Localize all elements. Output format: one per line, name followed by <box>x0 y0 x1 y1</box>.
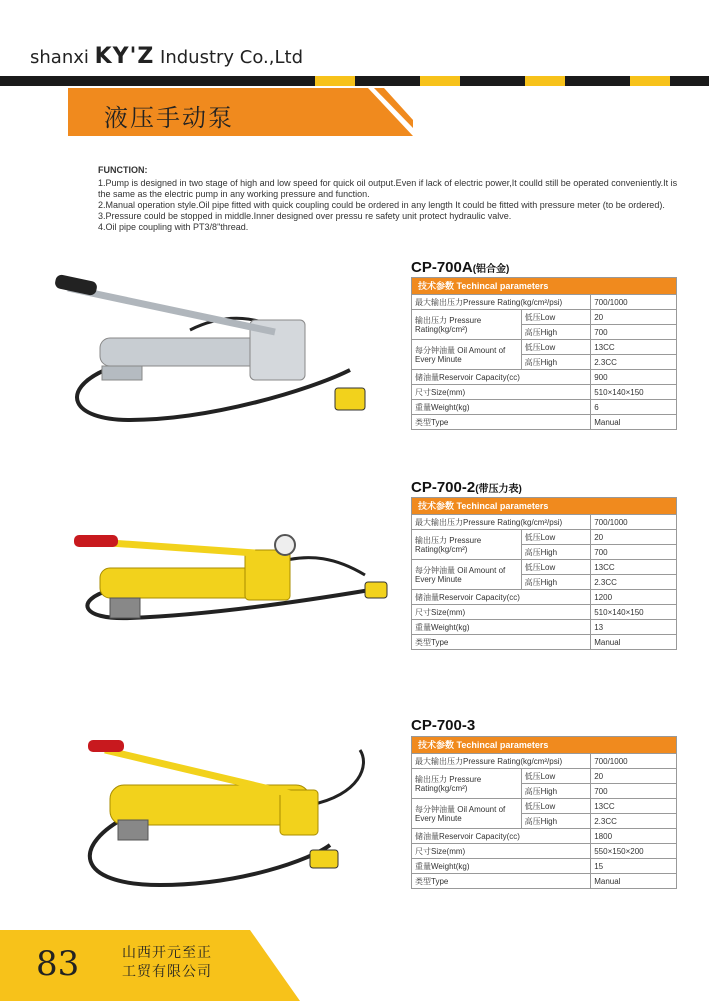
spec-label: 储油量Reservoir Capacity(cc) <box>412 590 591 605</box>
spec-value: 13CC <box>591 560 677 575</box>
pump-image-cp-700-2 <box>74 535 387 618</box>
spec-value: 6 <box>591 400 677 415</box>
page-number: 83 <box>36 944 80 984</box>
spec-value: Manual <box>591 415 677 430</box>
spec-value: 2.3CC <box>591 355 677 370</box>
spec-header: 技术参数 Techincal parameters <box>412 278 677 295</box>
function-description <box>98 165 678 233</box>
spec-sublabel: 低压Low <box>521 799 591 814</box>
spec-value: 13CC <box>591 340 677 355</box>
spec-label: 重量Weight(kg) <box>412 400 591 415</box>
footer-company-line: 山西开元至正 <box>122 945 212 961</box>
spec-sublabel: 高压High <box>521 575 591 590</box>
spec-value: 900 <box>591 370 677 385</box>
spec-table <box>411 736 677 889</box>
spec-sublabel: 低压Low <box>521 769 591 784</box>
spec-value: 1800 <box>591 829 677 844</box>
spec-table <box>411 497 677 650</box>
footer-company-name <box>122 944 212 982</box>
spec-value: 13 <box>591 620 677 635</box>
model-name: CP-700-2 <box>411 479 476 496</box>
spec-label: 尺寸Size(mm) <box>412 385 591 400</box>
spec-label: 类型Type <box>412 874 591 889</box>
spec-value: 20 <box>591 530 677 545</box>
footer-company-line: 工贸有限公司 <box>122 964 212 980</box>
spec-label: 重量Weight(kg) <box>412 620 591 635</box>
model-title <box>411 259 509 276</box>
spec-value: 550×150×200 <box>591 844 677 859</box>
spec-sublabel: 低压Low <box>521 560 591 575</box>
spec-sublabel: 低压Low <box>521 310 591 325</box>
spec-label: 最大输出压力Pressure Rating(kg/cm²/psi) <box>412 515 591 530</box>
spec-label: 尺寸Size(mm) <box>412 605 591 620</box>
spec-value: 15 <box>591 859 677 874</box>
spec-header: 技术参数 Techincal parameters <box>412 737 677 754</box>
spec-label: 最大输出压力Pressure Rating(kg/cm²/psi) <box>412 754 591 769</box>
spec-value: 700 <box>591 325 677 340</box>
spec-sublabel: 高压High <box>521 325 591 340</box>
spec-sublabel: 高压High <box>521 784 591 799</box>
spec-label: 类型Type <box>412 415 591 430</box>
model-name: CP-700-3 <box>411 717 476 734</box>
spec-value: 700/1000 <box>591 295 677 310</box>
function-line: 1.Pump is designed in two stage of high and low speed for quick oil output.Even if lack of electric power,It coulld still be operated conveniently.It is the same as the electric pump in any working pressure and function. <box>98 178 678 199</box>
pump-image-cp-700-3 <box>88 740 363 885</box>
pump-image-cp-700a <box>50 270 395 445</box>
spec-value: 20 <box>591 769 677 784</box>
spec-sublabel: 高压High <box>521 814 591 829</box>
spec-sublabel: 低压Low <box>521 530 591 545</box>
spec-label: 每分钟油量 Oil Amount of Every Minute <box>412 799 522 829</box>
spec-sublabel: 高压High <box>521 545 591 560</box>
spec-value: Manual <box>591 635 677 650</box>
company-prefix: shanxi <box>30 47 89 68</box>
function-heading: FUNCTION: <box>98 165 148 175</box>
model-title <box>411 479 522 496</box>
spec-label: 输出压力 Pressure Rating(kg/cm²) <box>412 310 522 340</box>
spec-value: 2.3CC <box>591 575 677 590</box>
model-name: CP-700A <box>411 259 473 276</box>
spec-value: 510×140×150 <box>591 385 677 400</box>
spec-table <box>411 277 677 430</box>
spec-value: 700/1000 <box>591 754 677 769</box>
spec-header: 技术参数 Techincal parameters <box>412 498 677 515</box>
function-line: 3.Pressure could be stopped in middle.Inner designed over pressu re safety unit protect hydraulic valve. <box>98 211 512 221</box>
company-header <box>30 44 303 69</box>
spec-label: 每分钟油量 Oil Amount of Every Minute <box>412 340 522 370</box>
model-note: (带压力表) <box>475 484 522 495</box>
function-line: 2.Manual operation style.Oil pipe fitted with quick coupling could be ordered in any length It could be fitted with pressure meter (to be ordered). <box>98 200 665 210</box>
spec-value: 20 <box>591 310 677 325</box>
spec-value: Manual <box>591 874 677 889</box>
spec-value: 700 <box>591 784 677 799</box>
spec-value: 700/1000 <box>591 515 677 530</box>
spec-label: 重量Weight(kg) <box>412 859 591 874</box>
spec-label: 每分钟油量 Oil Amount of Every Minute <box>412 560 522 590</box>
spec-label: 储油量Reservoir Capacity(cc) <box>412 829 591 844</box>
spec-label: 输出压力 Pressure Rating(kg/cm²) <box>412 769 522 799</box>
spec-label: 输出压力 Pressure Rating(kg/cm²) <box>412 530 522 560</box>
spec-sublabel: 低压Low <box>521 340 591 355</box>
spec-label: 尺寸Size(mm) <box>412 844 591 859</box>
spec-value: 700 <box>591 545 677 560</box>
spec-label: 最大输出压力Pressure Rating(kg/cm²/psi) <box>412 295 591 310</box>
company-suffix: Industry Co.,Ltd <box>160 47 304 68</box>
model-note: (铝合金) <box>472 264 510 275</box>
spec-value: 2.3CC <box>591 814 677 829</box>
page-title: 液压手动泵 <box>104 104 234 132</box>
spec-label: 类型Type <box>412 635 591 650</box>
model-title <box>411 717 475 734</box>
spec-value: 1200 <box>591 590 677 605</box>
spec-label: 储油量Reservoir Capacity(cc) <box>412 370 591 385</box>
spec-value: 13CC <box>591 799 677 814</box>
function-line: 4.Oil pipe coupling with PT3/8"thread. <box>98 222 249 232</box>
brand-logo: KY'Z <box>94 44 155 69</box>
spec-sublabel: 高压High <box>521 355 591 370</box>
spec-value: 510×140×150 <box>591 605 677 620</box>
header-stripe <box>0 76 709 86</box>
